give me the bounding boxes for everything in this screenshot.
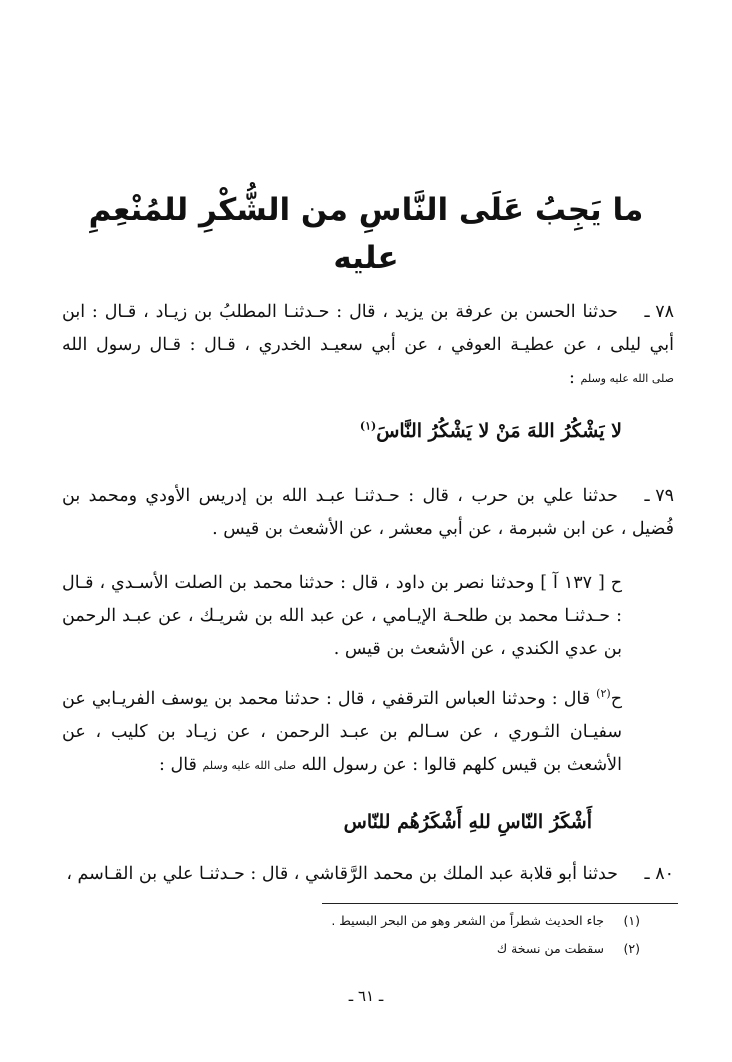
quote-text: لا يَشْكُرُ اللهَ مَنْ لا يَشْكُرُ النَّاسَ: [376, 420, 622, 442]
footnote-2: [200, 938, 640, 960]
hadith-entry-78: [62, 296, 674, 395]
footnote-text: سقطت من نسخة ك: [496, 941, 604, 956]
salla-ligature: صلى الله عليه وسلم: [580, 372, 674, 385]
isnad-paragraph: ح [ ١٣٧ آ ] وحدثنا نصر بن داود ، قال : حدثنا محمد بن الصلت الأسـدي ، قـال : حـدثنـا محمد بن طلحـة الإيـامي ، عن عبد الله بن شريـك ، عن عبـد الرحمن بن عدي الكندي ، عن الأشعث بن قيس .: [62, 573, 622, 659]
entry-number: ٧٩ ـ: [644, 486, 674, 506]
entry-colon: :: [569, 368, 575, 388]
footnote-rule: [322, 903, 678, 904]
hadith-entry-80: [62, 858, 674, 891]
hadith-entry-79: [62, 480, 674, 546]
footnote-text: جاء الحديث شطراً من الشعر وهو من البحر البسيط .: [331, 913, 604, 928]
entry-text: حدثنا الحسن بن عرفة بن يزيد ، قال : حـدثنـا المطلبُ بن زيـاد ، قـال : ابن أبي ليلى ، عن عطيـة العوفي ، عن أبي سعيـد الخدري ، قـال : قـال رسول الله: [62, 302, 674, 355]
footnote-mark: (٢): [623, 941, 640, 956]
hadith-quote-78: [360, 414, 622, 448]
entry-number: ٧٨ ـ: [644, 302, 674, 322]
isnad-end: قال :: [159, 755, 197, 775]
footnote-mark: (١): [623, 913, 640, 928]
footnote-ref: (٢): [596, 687, 611, 701]
entry-number: ٨٠ ـ: [644, 864, 674, 884]
hadith-quote-79: أَشْكَرُ النّاسِ للهِ أَشْكَرُهُم للنّاس: [343, 811, 592, 833]
salla-ligature: صلى الله عليه وسلم: [202, 759, 296, 772]
isnad-text: قال : وحدثنا العباس الترقفي ، قال : حدثنا محمد بن يوسف الفريـابي عن سفيـان الثـوري ، عن سـالم بن عبـد الرحمن ، عن زيـاد بن كليب ، عن الأشعث بن قيس كلهم قالوا : عن رسول الله: [62, 689, 622, 775]
isnad-paragraph: [62, 683, 622, 782]
chapter-title: ما يَجِبُ عَلَى النَّاسِ من الشُّكْرِ للمُنْعِمِ عليه: [88, 192, 644, 276]
ha-marker: ح: [610, 689, 622, 709]
entry-text: حدثنا أبو قلابة عبد الملك بن محمد الرَّقاشي ، قال : حـدثنـا علي بن القـاسم ،: [66, 864, 618, 884]
entry-text: حدثنا علي بن حرب ، قال : حـدثنـا عبـد الله بن إدريس الأودي ومحمد بن فُضيل ، عن ابن شبرمة ، عن أبي معشر ، عن الأشعث بن قيس .: [62, 486, 674, 539]
page-number: ـ ٦١ ـ: [348, 987, 384, 1005]
footnote-ref: (١): [359, 419, 377, 433]
footnote-1: [200, 910, 640, 932]
